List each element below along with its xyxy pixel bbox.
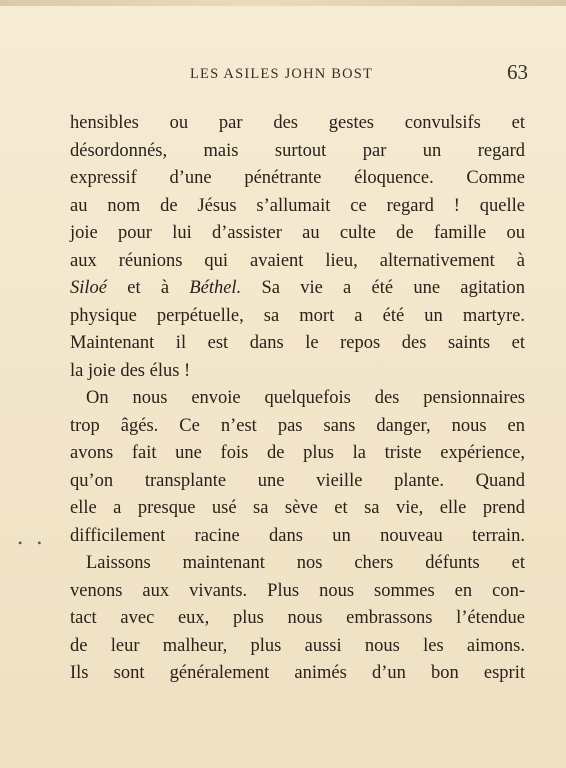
text-line-9: Maintenant il est dans le repos des saints et (70, 333, 525, 353)
text-line-7 (70, 275, 525, 303)
text-line-6: aux réunions qui avaient lieu, alternativement à (70, 250, 525, 271)
text-line-10: la joie des élus ! (70, 360, 191, 381)
running-head: LES ASILES JOHN BOST (190, 66, 374, 82)
text-line-17: Laissons maintenant nos chers défunts et (86, 553, 525, 573)
page-number: 63 (507, 60, 528, 84)
page-top-edge (0, 0, 566, 6)
page-header (60, 58, 528, 88)
text-line-14: qu’on transplante une vieille plante. Quand (70, 470, 525, 491)
margin-mark: • • (18, 536, 48, 550)
text-line-16: difficilement racine dans un nouveau terrain. (70, 525, 525, 546)
text-line-19: tact avec eux, plus nous embrassons l’étendue (70, 608, 525, 628)
text-line-12: trop âgés. Ce n’est pas sans danger, nous en (70, 415, 525, 436)
text-line-4: au nom de Jésus s’allumait ce regard ! quelle (70, 195, 525, 216)
text-line-5: joie pour lui d’assister au culte de famille ou (70, 223, 525, 243)
line-7-rest: Sa vie a été une agitation (261, 278, 526, 298)
text-line-3: expressif d’une pénétrante éloquence. Comme (70, 168, 525, 188)
text-line-20: de leur malheur, plus aussi nous les aimons. (70, 635, 525, 656)
text-line-21: Ils sont généralement animés d’un bon esprit (70, 663, 525, 683)
text-line-11: On nous envoie quelquefois des pensionnaires (86, 388, 525, 408)
text-line-8: physique perpétuelle, sa mort a été un martyre. (70, 305, 525, 326)
conjunction-text: et à (127, 278, 170, 298)
place-name-bethel: Béthel. (189, 278, 242, 298)
body-text (70, 110, 525, 688)
text-line-2: désordonnés, mais surtout par un regard (70, 140, 525, 161)
text-line-18: venons aux vivants. Plus nous sommes en con- (70, 580, 525, 601)
text-line-13: avons fait une fois de plus la triste expérience, (70, 443, 525, 463)
place-name-siloe: Siloé (70, 278, 107, 298)
text-line-1: hensibles ou par des gestes convulsifs et (70, 113, 525, 133)
text-line-15: elle a presque usé sa sève et sa vie, elle prend (70, 498, 525, 518)
